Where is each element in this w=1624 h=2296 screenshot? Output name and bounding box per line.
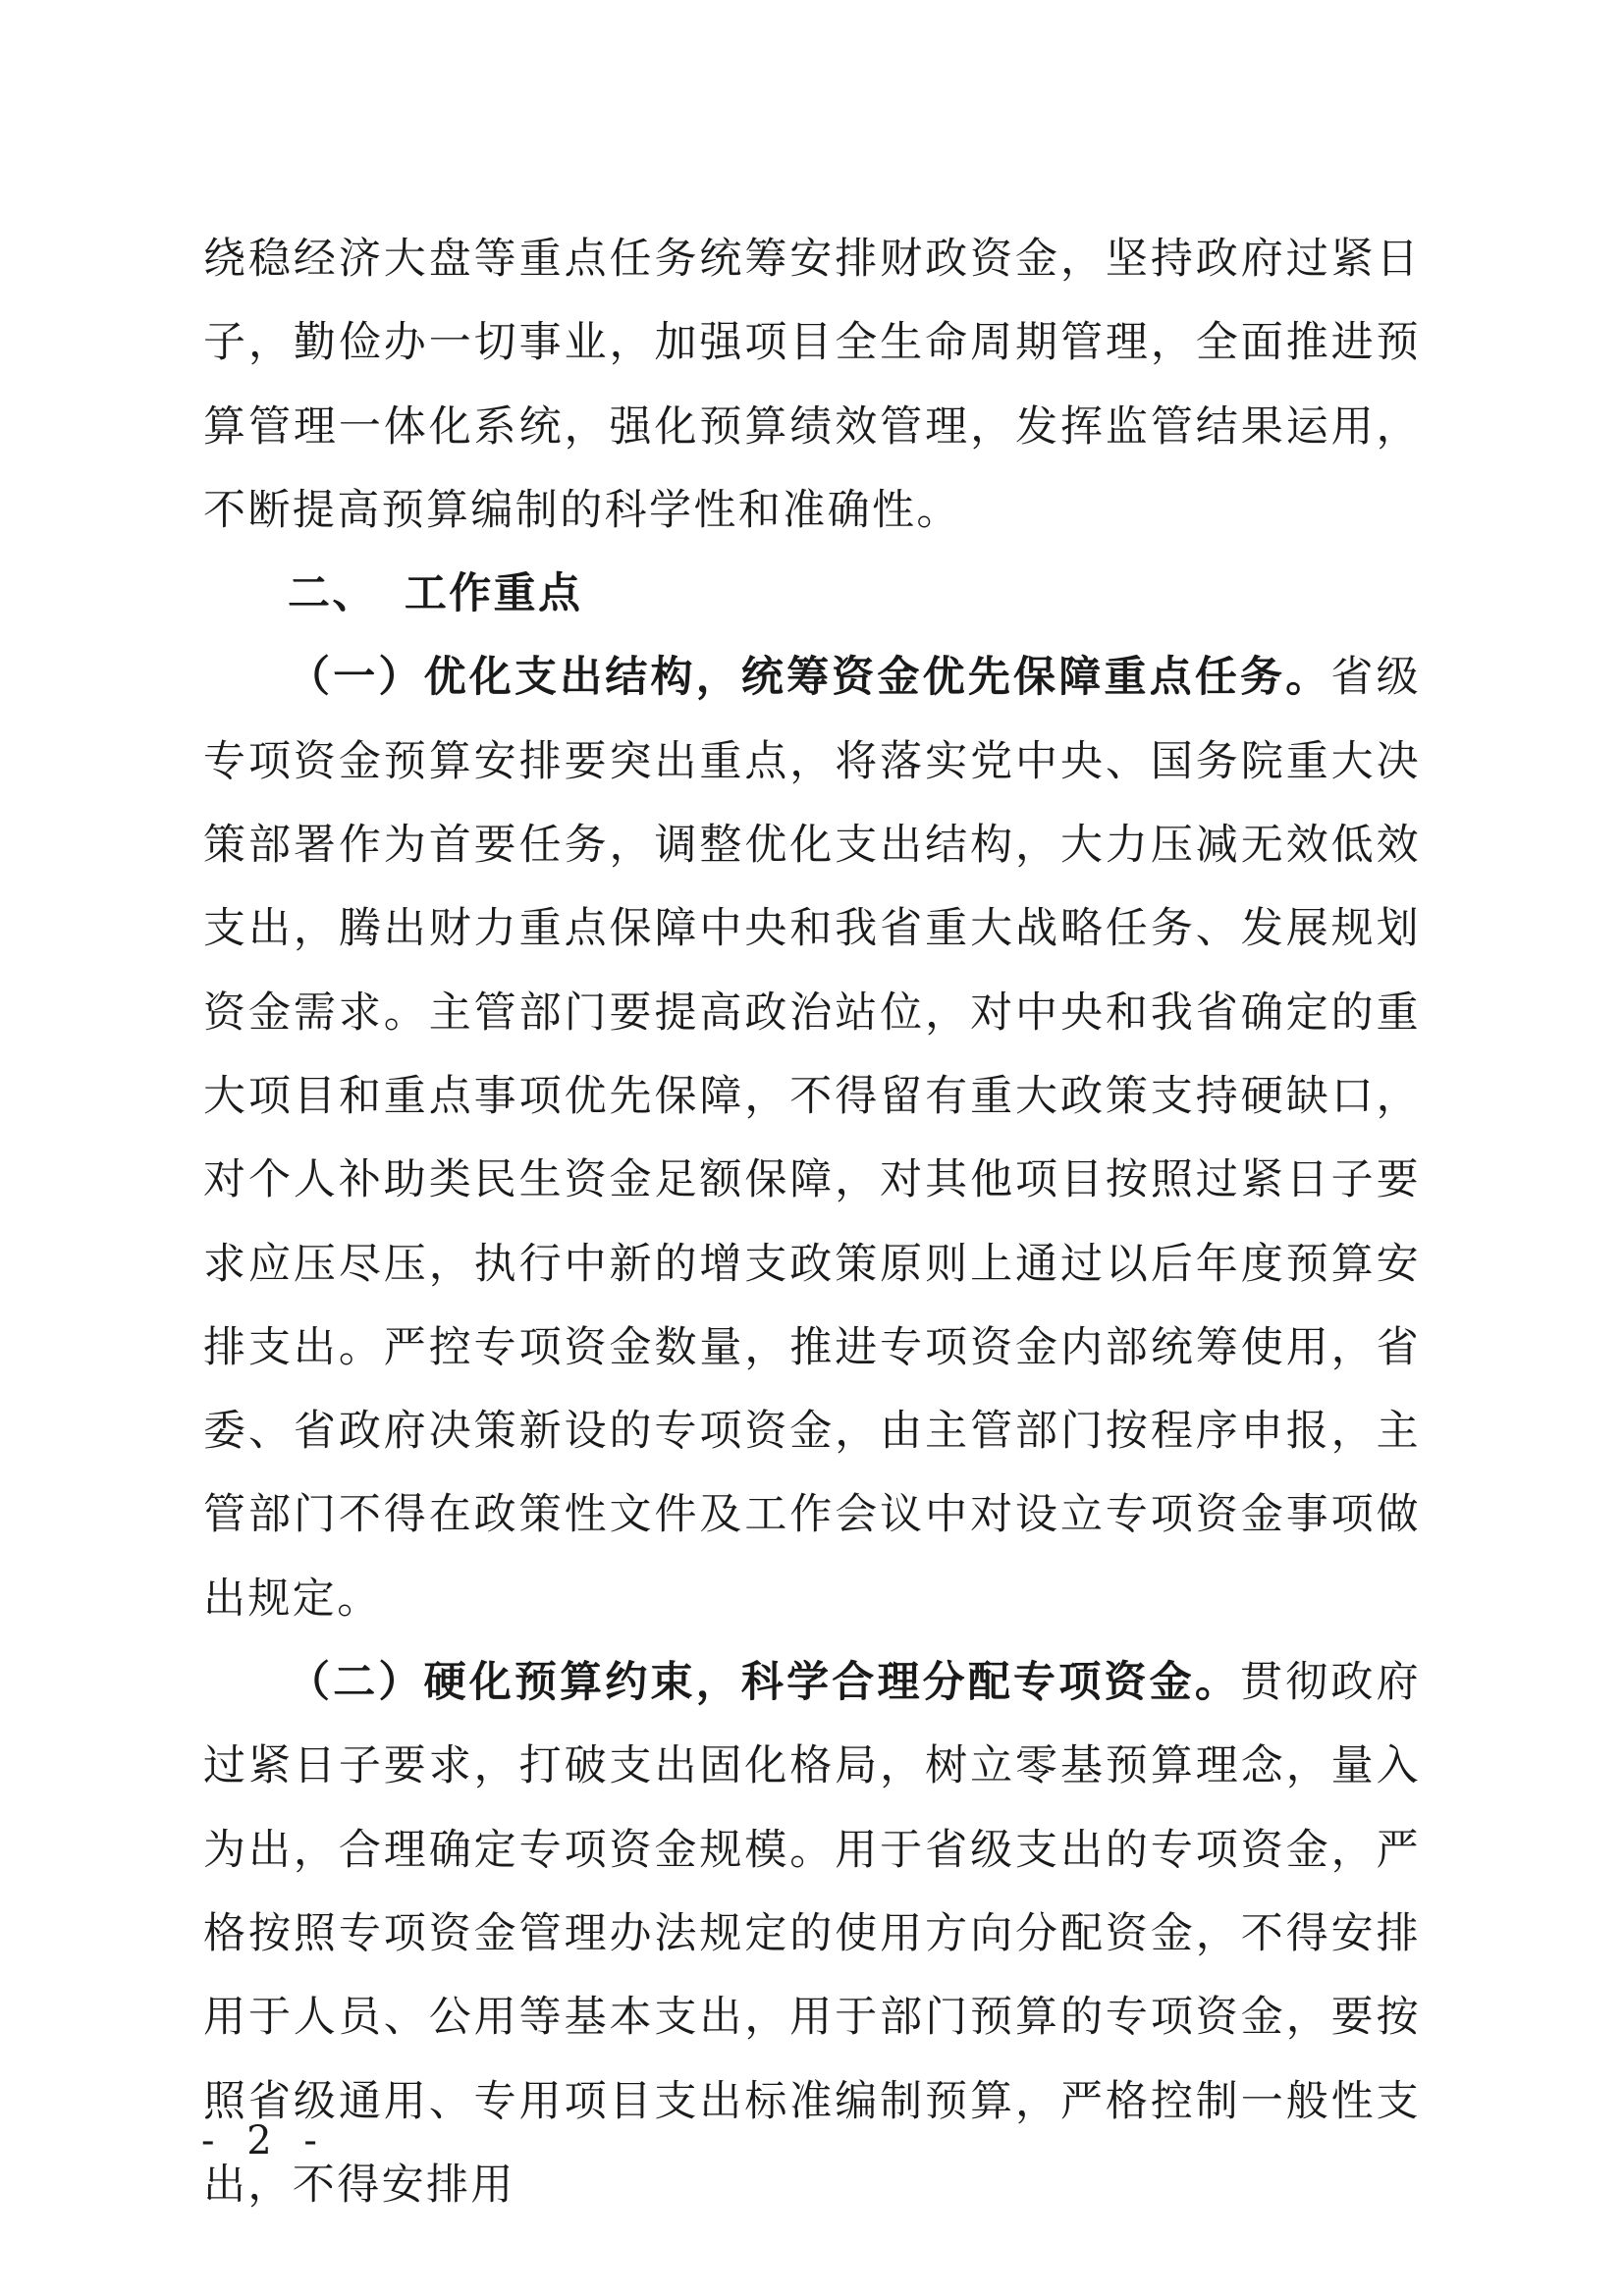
- item-1-lead: （一）优化支出结构，统筹资金优先保障重点任务。: [288, 653, 1331, 703]
- page-number: - 2 -: [201, 2118, 327, 2163]
- item-1-body: 省级专项资金预算安排要突出重点，将落实党中央、国务院重大决策部署作为首要任务，调整优化支出结构，大力压减无效低效支出，腾出财力重点保障中央和我省重大战略任务、发展规划资金需求。主管部门要提高政治站位，对中央和我省确定的重大项目和重点事项优先保障，不得留有重大政策支持硬缺口，对个人补助类民生资金足额保障，对其他项目按照过紧日子要求应压尽压，执行中新的增支政策原则上通过以后年度预算安排支出。严控专项资金数量，推进专项资金内部统筹使用，省委、省政府决策新设的专项资金，由主管部门按程序申报，主管部门不得在政策性文件及工作会议中对设立专项资金事项做出规定。: [203, 653, 1421, 1624]
- item-2-body: 贯彻政府过紧日子要求，打破支出固化格局，树立零基预算理念，量入为出，合理确定专项资金规模。用于省级支出的专项资金，严格按照专项资金管理办法规定的使用方向分配资金，不得安排用于人员、公用等基本支出，用于部门预算的专项资金，要按照省级通用、专用项目支出标准编制预算，严格控制一般性支出，不得安排用: [203, 1658, 1421, 2210]
- item-2-lead: （二）硬化预算约束，科学合理分配专项资金。: [288, 1658, 1241, 1708]
- section-heading-title: 工作重点: [404, 569, 583, 619]
- section-heading-number: 二、: [288, 569, 377, 619]
- paragraph-item-1: [203, 636, 1421, 1641]
- paragraph-continuation: 绕稳经济大盘等重点任务统筹安排财政资金，坚持政府过紧日子，勤俭办一切事业，加强项目全生命周期管理，全面推进预算管理一体化系统，强化预算绩效管理，发挥监管结果运用，不断提高预算编制的科学性和准确性。: [203, 235, 1421, 535]
- paragraph-item-2: [203, 1641, 1421, 2227]
- section-heading: [203, 553, 1421, 636]
- body-text: [203, 218, 1421, 2227]
